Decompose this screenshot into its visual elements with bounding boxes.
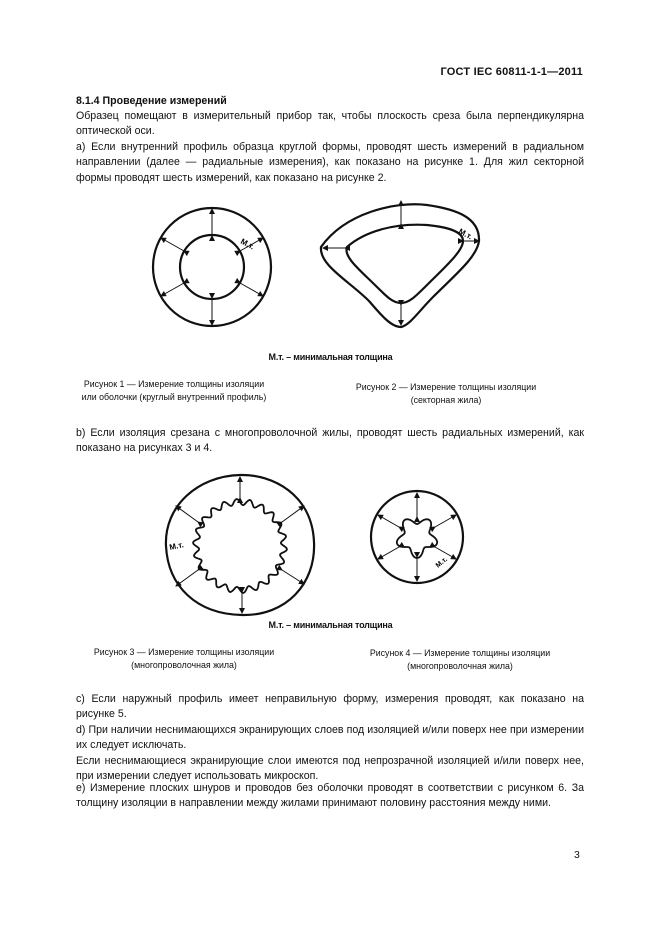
page-number: 3: [574, 849, 580, 861]
figure-1-caption: Рисунок 1 — Измерение толщины изоляции или оболочки (круглый внутренний профиль): [81, 379, 267, 402]
figure-1-round-profile: [150, 205, 274, 329]
item-d-paragraph: d) При наличии неснимающихся экранирующих слоев под изоляцией и/или поверх нее при измерении их следует исключать.: [76, 724, 584, 752]
document-header: ГОСТ IEC 60811-1-1—2011: [440, 66, 583, 78]
inner-contour: [346, 225, 463, 303]
figure-4-stranded-profile: [368, 488, 466, 586]
item-a-paragraph: а) Если внутренний профиль образца круглой формы, проводят шесть измерений в радиальном направлении (далее — радиальные измерения), как показано на рисунке 1. Для жил секторной формы проводят шесть измерений, как показано на рисунке 2.: [76, 141, 584, 184]
legend-bottom: М.т. – минимальная толщина: [268, 620, 393, 630]
item-e-paragraph: e) Измерение плоских шнуров и проводов без оболочки проводят в соответствии с рисунком 6. За толщину изоляции в направлении между жилами принимают половину расстояния между ними.: [76, 782, 584, 810]
item-d-note-paragraph: Если неснимающиеся экранирующие слои имеются под непрозрачной изоляцией и/или поверх нее, при измерении следует использовать микроскоп.: [76, 755, 584, 783]
figure-4-caption: Рисунок 4 — Измерение толщины изоляции (многопроволочная жила): [369, 648, 551, 671]
inner-stranded-contour: [193, 499, 287, 593]
figure-2-caption: Рисунок 2 — Измерение толщины изоляции (секторная жила): [355, 382, 537, 405]
section-number: 8.1.4: [76, 95, 100, 107]
min-thickness-mark: М.т.: [457, 226, 474, 242]
item-b-paragraph: b) Если изоляция срезана с многопроволочной жилы, проводят шесть радиальных измерений, как показано на рисунках 3 и 4.: [76, 427, 584, 455]
intro-paragraph: Образец помещают в измерительный прибор так, чтобы плоскость среза была перпендикулярна оптической оси.: [76, 110, 584, 138]
min-thickness-mark: М.т.: [434, 556, 449, 570]
item-c-paragraph: c) Если наружный профиль имеет неправильную форму, измерения проводят, как показано на рисунке 5.: [76, 693, 584, 721]
min-thickness-mark: М.т.: [239, 236, 256, 252]
figure-3-caption: Рисунок 3 — Измерение толщины изоляции (многопроволочная жила): [93, 647, 275, 670]
outer-contour: [321, 204, 479, 327]
inner-stranded-contour: [397, 519, 437, 558]
legend-top: М.т. – минимальная толщина: [268, 352, 393, 362]
figure-2-sector-profile: [315, 195, 487, 335]
min-thickness-mark: М.т.: [168, 540, 185, 552]
section-heading-line: [76, 94, 584, 109]
section-title: Проведение измерений: [102, 95, 227, 107]
inner-contour: [180, 235, 244, 299]
figure-3-stranded-profile: [162, 472, 318, 618]
